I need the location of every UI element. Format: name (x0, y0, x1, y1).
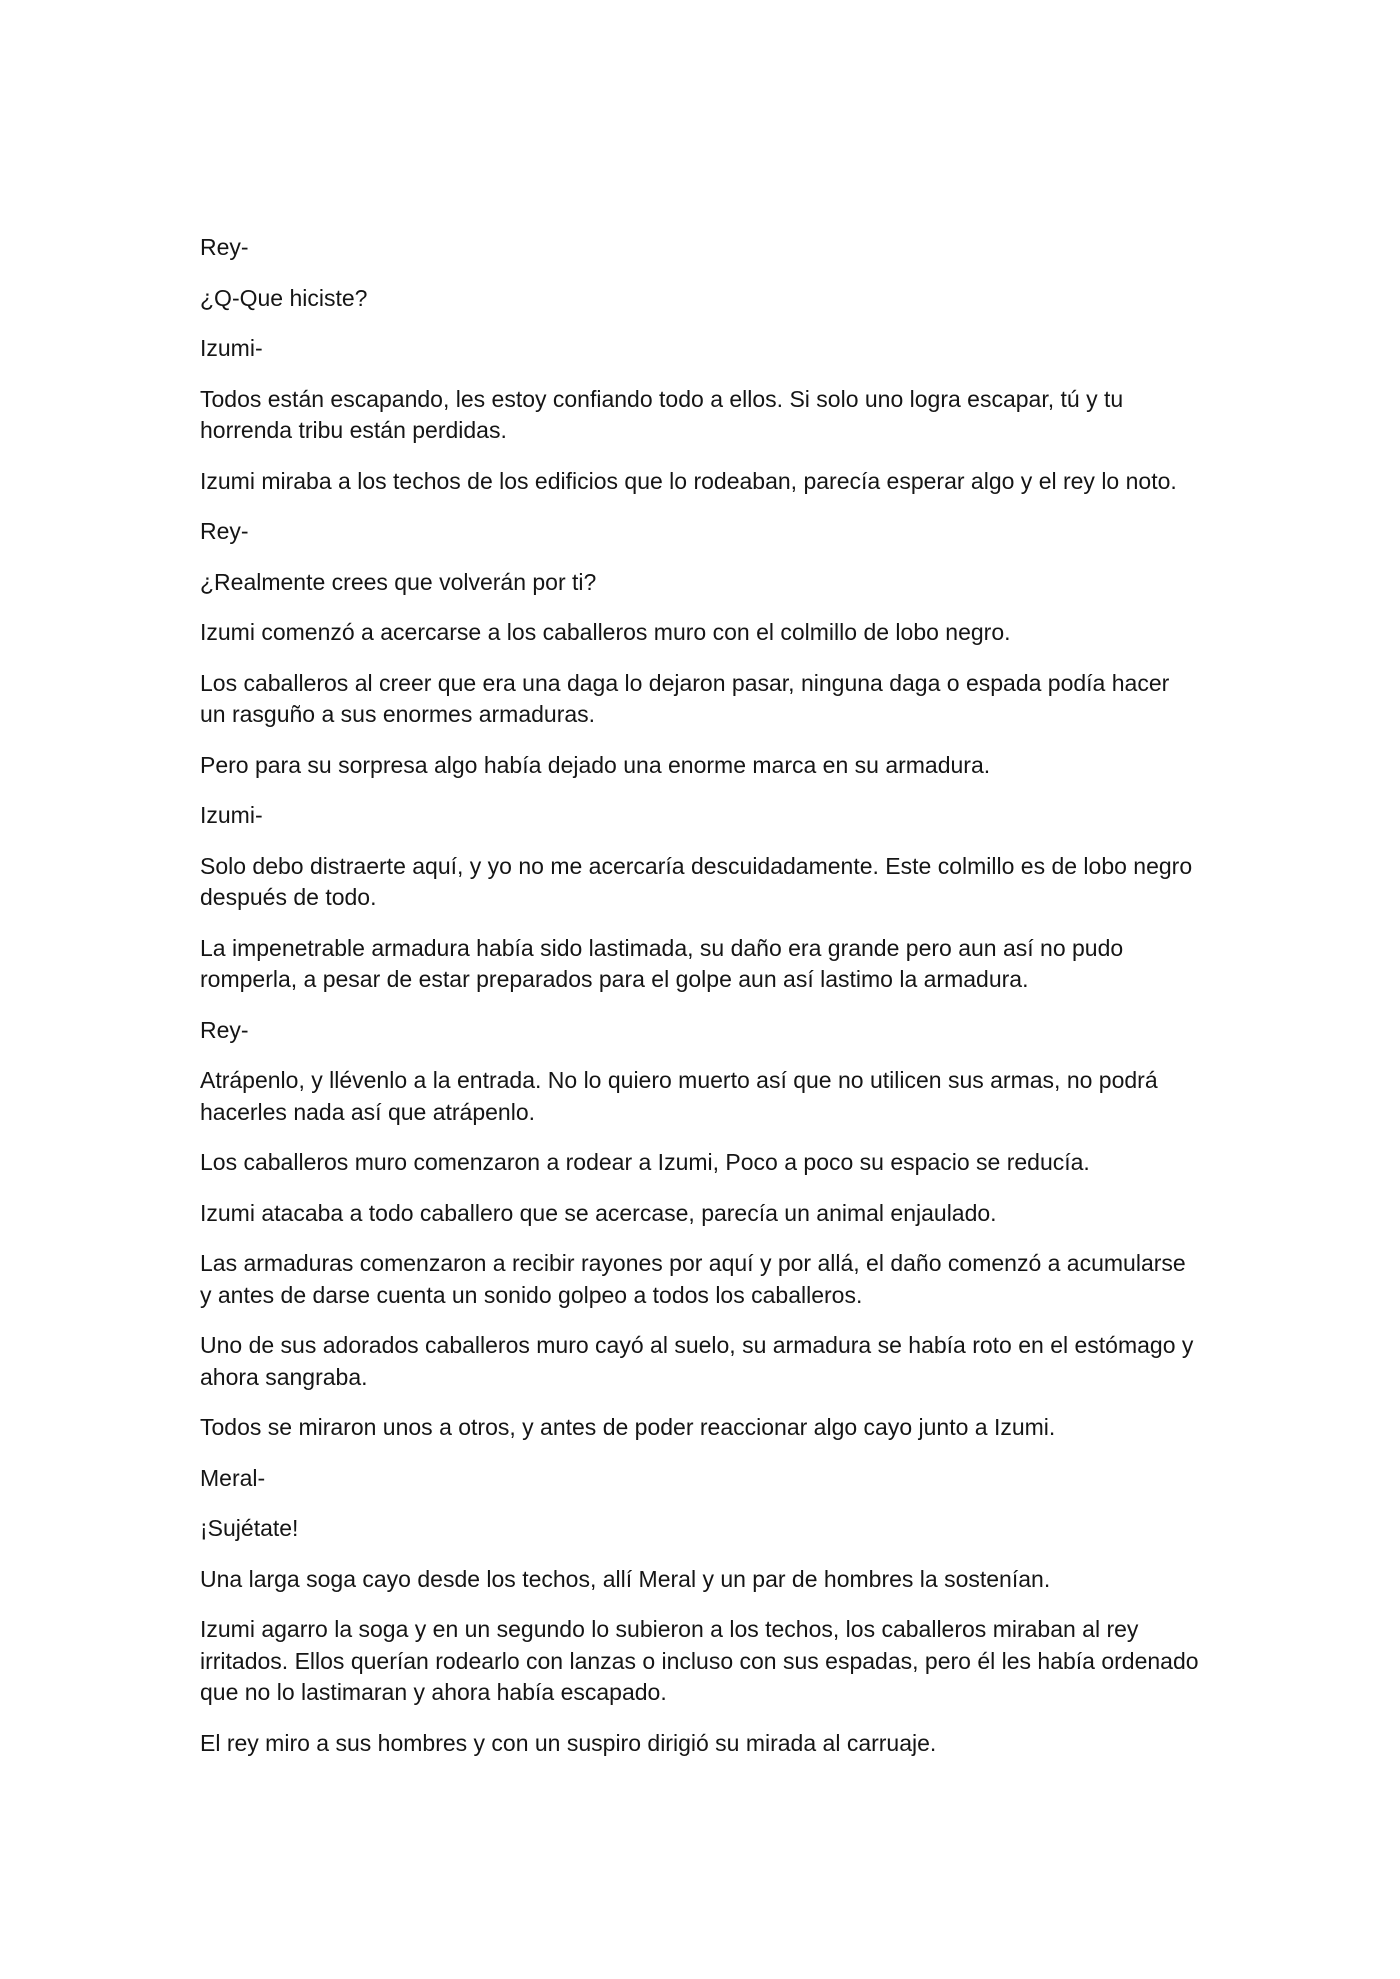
narrative-paragraph: Los caballeros al creer que era una daga lo dejaron pasar, ninguna daga o espada podía hacer un rasguño a sus enormes armaduras. (200, 669, 1170, 727)
narrative-paragraph: Izumi miraba a los techos de los edificios que lo rodeaban, parecía esperar algo y el rey lo noto. (200, 467, 1177, 494)
dialogue-line: ¿Realmente crees que volverán por ti? (200, 568, 597, 595)
narrative-paragraph: La impenetrable armadura había sido lastimada, su daño era grande pero aun así no pudo romperla, a pesar de estar preparados para el golpe aun así lastimo la armadura. (200, 934, 1124, 992)
narrative-paragraph: Las armaduras comenzaron a recibir rayones por aquí y por allá, el daño comenzó a acumularse y antes de darse cuenta un sonido golpeo a todos los caballeros. (200, 1250, 1186, 1308)
narrative-paragraph: Los caballeros muro comenzaron a rodear a Izumi, Poco a poco su espacio se reducía. (200, 1149, 1090, 1175)
narrative-paragraph: Izumi agarro la soga y en un segundo lo subieron a los techos, los caballeros miraban al rey irritados. Ellos querían rodearlo con lanzas o incluso con sus espadas, pero él les había ordenado que no lo lastimaran y ahora había escapado. (200, 1616, 1199, 1705)
speaker-label: Rey- (200, 518, 249, 544)
speaker-label: Izumi- (200, 335, 263, 361)
dialogue-line: ¡Sujétate! (200, 1515, 299, 1541)
dialogue-line: Solo debo distraerte aquí, y yo no me acercaría descuidadamente. Este colmillo es de lobo negro después de todo. (200, 852, 1193, 910)
narrative-paragraph: Todos se miraron unos a otros, y antes de poder reaccionar algo cayo junto a Izumi. (200, 1414, 1056, 1440)
narrative-paragraph: Uno de sus adorados caballeros muro cayó al suelo, su armadura se había roto en el estómago y ahora sangraba. (200, 1332, 1194, 1390)
dialogue-line: Atrápenlo, y llévenlo a la entrada. No lo quiero muerto así que no utilicen sus armas, no podrá hacerles nada así que atrápenlo. (200, 1067, 1158, 1125)
narrative-paragraph: Una larga soga cayo desde los techos, allí Meral y un par de hombres la sostenían. (200, 1565, 1051, 1592)
document-body (200, 232, 1200, 1778)
narrative-paragraph: Izumi comenzó a acercarse a los caballeros muro con el colmillo de lobo negro. (200, 619, 1011, 645)
dialogue-line: Todos están escapando, les estoy confiando todo a ellos. Si solo uno logra escapar, tú y tu horrenda tribu están perdidas. (200, 385, 1124, 443)
speaker-label: Izumi- (200, 802, 263, 828)
narrative-paragraph: El rey miro a sus hombres y con un suspiro dirigió su mirada al carruaje. (200, 1729, 937, 1756)
narrative-paragraph: Pero para su sorpresa algo había dejado una enorme marca en su armadura. (200, 751, 991, 778)
speaker-label: Rey- (200, 1016, 249, 1043)
narrative-paragraph: Izumi atacaba a todo caballero que se acercase, parecía un animal enjaulado. (200, 1199, 997, 1226)
dialogue-line: ¿Q-Que hiciste? (200, 284, 368, 311)
speaker-label: Meral- (200, 1464, 266, 1491)
speaker-label: Rey- (200, 234, 249, 260)
